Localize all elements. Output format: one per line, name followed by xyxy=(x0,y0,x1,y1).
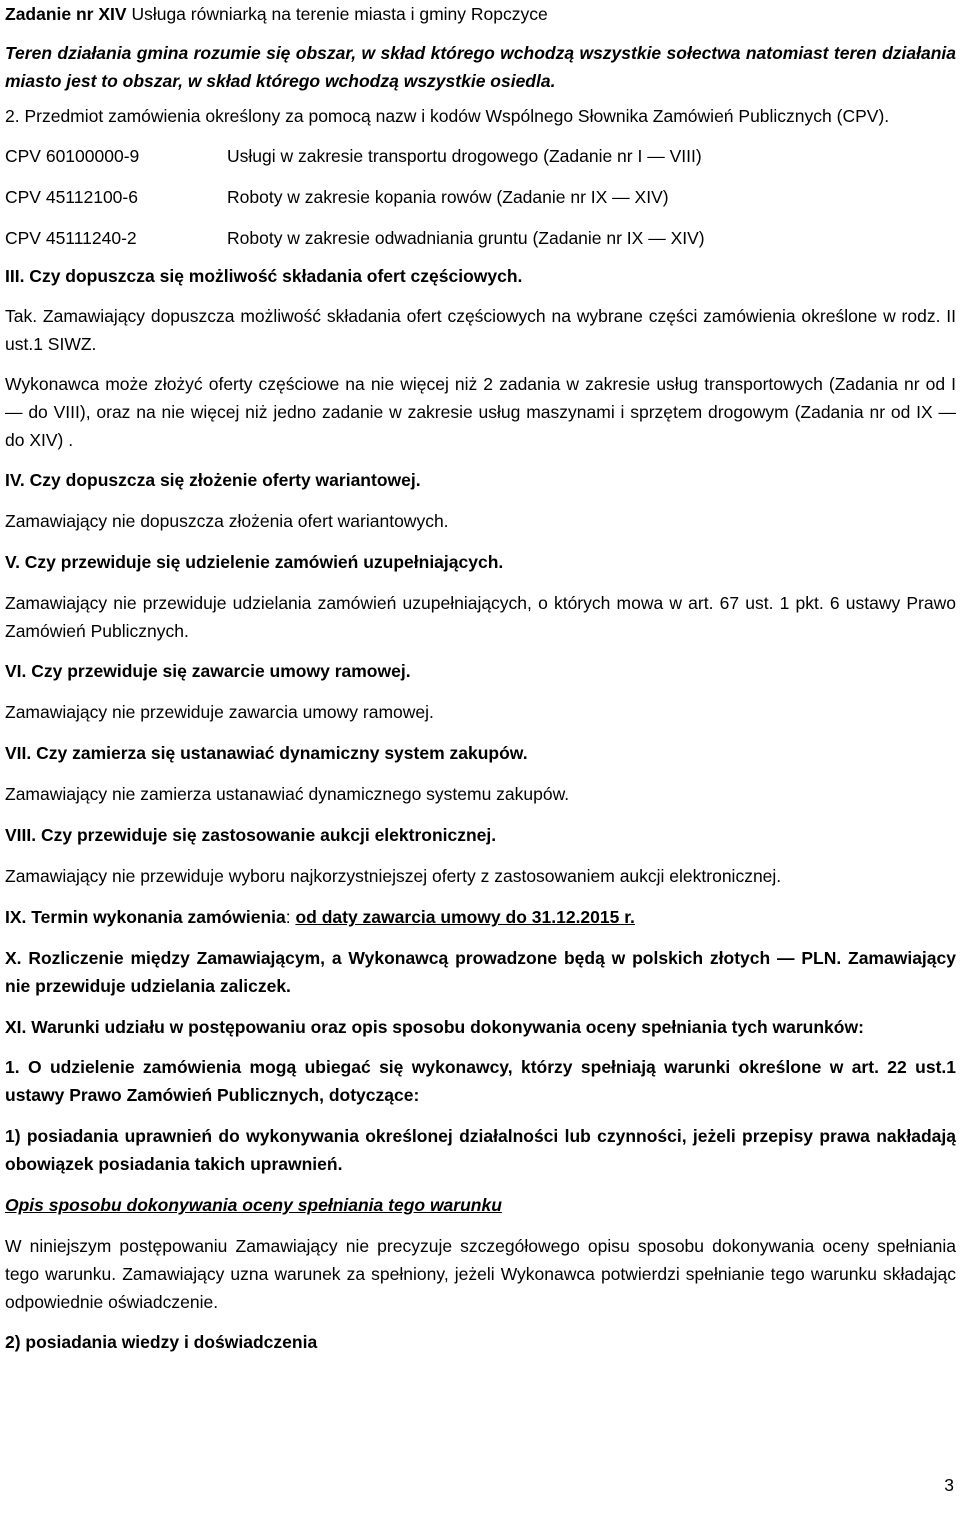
assessment-heading: Opis sposobu dokonywania oceny spełniania tego warunku xyxy=(5,1195,502,1215)
task-header xyxy=(5,0,956,28)
section-7-text: Zamawiający nie zamierza ustanawiać dynamicznego systemu zakupów. xyxy=(5,784,570,804)
section-9-term xyxy=(5,903,956,931)
section-4-text: Zamawiający nie dopuszcza złożenia ofert wariantowych. xyxy=(5,511,449,531)
section-3-heading: III. Czy dopuszcza się możliwość składania ofert częściowych. xyxy=(5,266,523,286)
section-2-text: 2. Przedmiot zamówienia określony za pomocą nazw i kodów Wspólnego Słownika Zamówień Publicznych (CPV). xyxy=(5,106,890,126)
section-8-text: Zamawiający nie przewiduje wyboru najkorzystniejszej oferty z zastosowaniem aukcji elektronicznej. xyxy=(5,866,782,886)
section-8-heading: VIII. Czy przewiduje się zastosowanie aukcji elektronicznej. xyxy=(5,825,497,845)
section-11-item-2: 2) posiadania wiedzy i doświadczenia xyxy=(5,1332,318,1352)
section-11-item-1: 1) posiadania uprawnień do wykonywania określonej działalności lub czynności, jeżeli przepisy prawa nakładają obowiązek posiadania takich uprawnień. xyxy=(5,1126,956,1174)
task-label: Zadanie nr XIV xyxy=(5,4,127,24)
section-11-point-1: 1. O udzielenie zamówienia mogą ubiegać się wykonawcy, którzy spełniają warunki określone w art. 22 ust.1 ustawy Prawo Zamówień Publicznych, dotyczące: xyxy=(5,1057,956,1105)
cpv-row xyxy=(5,183,956,211)
section-9-separator: : xyxy=(285,907,296,927)
section-4-heading: IV. Czy dopuszcza się złożenie oferty wariantowej. xyxy=(5,470,421,490)
cpv-code: CPV 45112100-6 xyxy=(5,187,138,207)
page-number: 3 xyxy=(944,1475,954,1495)
section-3-paragraph-1: Tak. Zamawiający dopuszcza możliwość składania ofert częściowych na wybrane części zamówienia określone w rodz. II ust.1 SIWZ. xyxy=(5,306,956,354)
cpv-description: Roboty w zakresie kopania rowów (Zadanie nr IX — XIV) xyxy=(227,187,669,207)
cpv-row xyxy=(5,142,956,170)
section-9-value: od daty zawarcia umowy do 31.12.2015 r. xyxy=(295,907,635,927)
section-6-heading: VI. Czy przewiduje się zawarcie umowy ramowej. xyxy=(5,661,411,681)
assessment-text: W niniejszym postępowaniu Zamawiający nie precyzuje szczegółowego opisu sposobu dokonywania oceny spełniania tego warunku. Zamawiający uzna warunek za spełniony, jeżeli Wykonawca potwierdzi spełnianie tego warunku składając odpowiednie oświadczenie. xyxy=(5,1236,956,1312)
cpv-code: CPV 60100000-9 xyxy=(5,146,140,166)
cpv-row xyxy=(5,224,956,252)
section-9-label: IX. Termin wykonania zamówienia xyxy=(5,907,286,927)
cpv-code: CPV 45111240-2 xyxy=(5,228,137,248)
section-6-text: Zamawiający nie przewiduje zawarcia umowy ramowej. xyxy=(5,702,434,722)
section-5-heading: V. Czy przewiduje się udzielenie zamówień uzupełniających. xyxy=(5,552,504,572)
cpv-description: Roboty w zakresie odwadniania gruntu (Zadanie nr IX — XIV) xyxy=(227,228,705,248)
task-title: Usługa równiarką na terenie miasta i gminy Ropczyce xyxy=(131,4,548,24)
section-5-text: Zamawiający nie przewiduje udzielania zamówień uzupełniających, o których mowa w art. 67 ust. 1 pkt. 6 ustawy Prawo Zamówień Publicznych. xyxy=(5,593,956,641)
cpv-description: Usługi w zakresie transportu drogowego (Zadanie nr I — VIII) xyxy=(227,146,702,166)
area-note: Teren działania gmina rozumie się obszar, w skład którego wchodzą wszystkie sołectwa natomiast teren działania miasto jest to obszar, w skład którego wchodzą wszystkie osiedla. xyxy=(5,43,956,91)
section-11-heading: XI. Warunki udziału w postępowaniu oraz opis sposobu dokonywania oceny spełniania tych warunków: xyxy=(5,1017,864,1037)
cpv-list xyxy=(5,142,956,252)
section-3-paragraph-2: Wykonawca może złożyć oferty częściowe na nie więcej niż 2 zadania w zakresie usług transportowych (Zadania nr od I — do VIII), oraz na nie więcej niż jedno zadanie w zakresie usług maszynami i sprzętem drogowym (Zadania nr od IX — do XIV) . xyxy=(5,374,956,450)
section-7-heading: VII. Czy zamierza się ustanawiać dynamiczny system zakupów. xyxy=(5,743,528,763)
section-10-text: X. Rozliczenie między Zamawiającym, a Wykonawcą prowadzone będą w polskich złotych — PLN. Zamawiający nie przewiduje udzielania zaliczek. xyxy=(5,948,956,996)
